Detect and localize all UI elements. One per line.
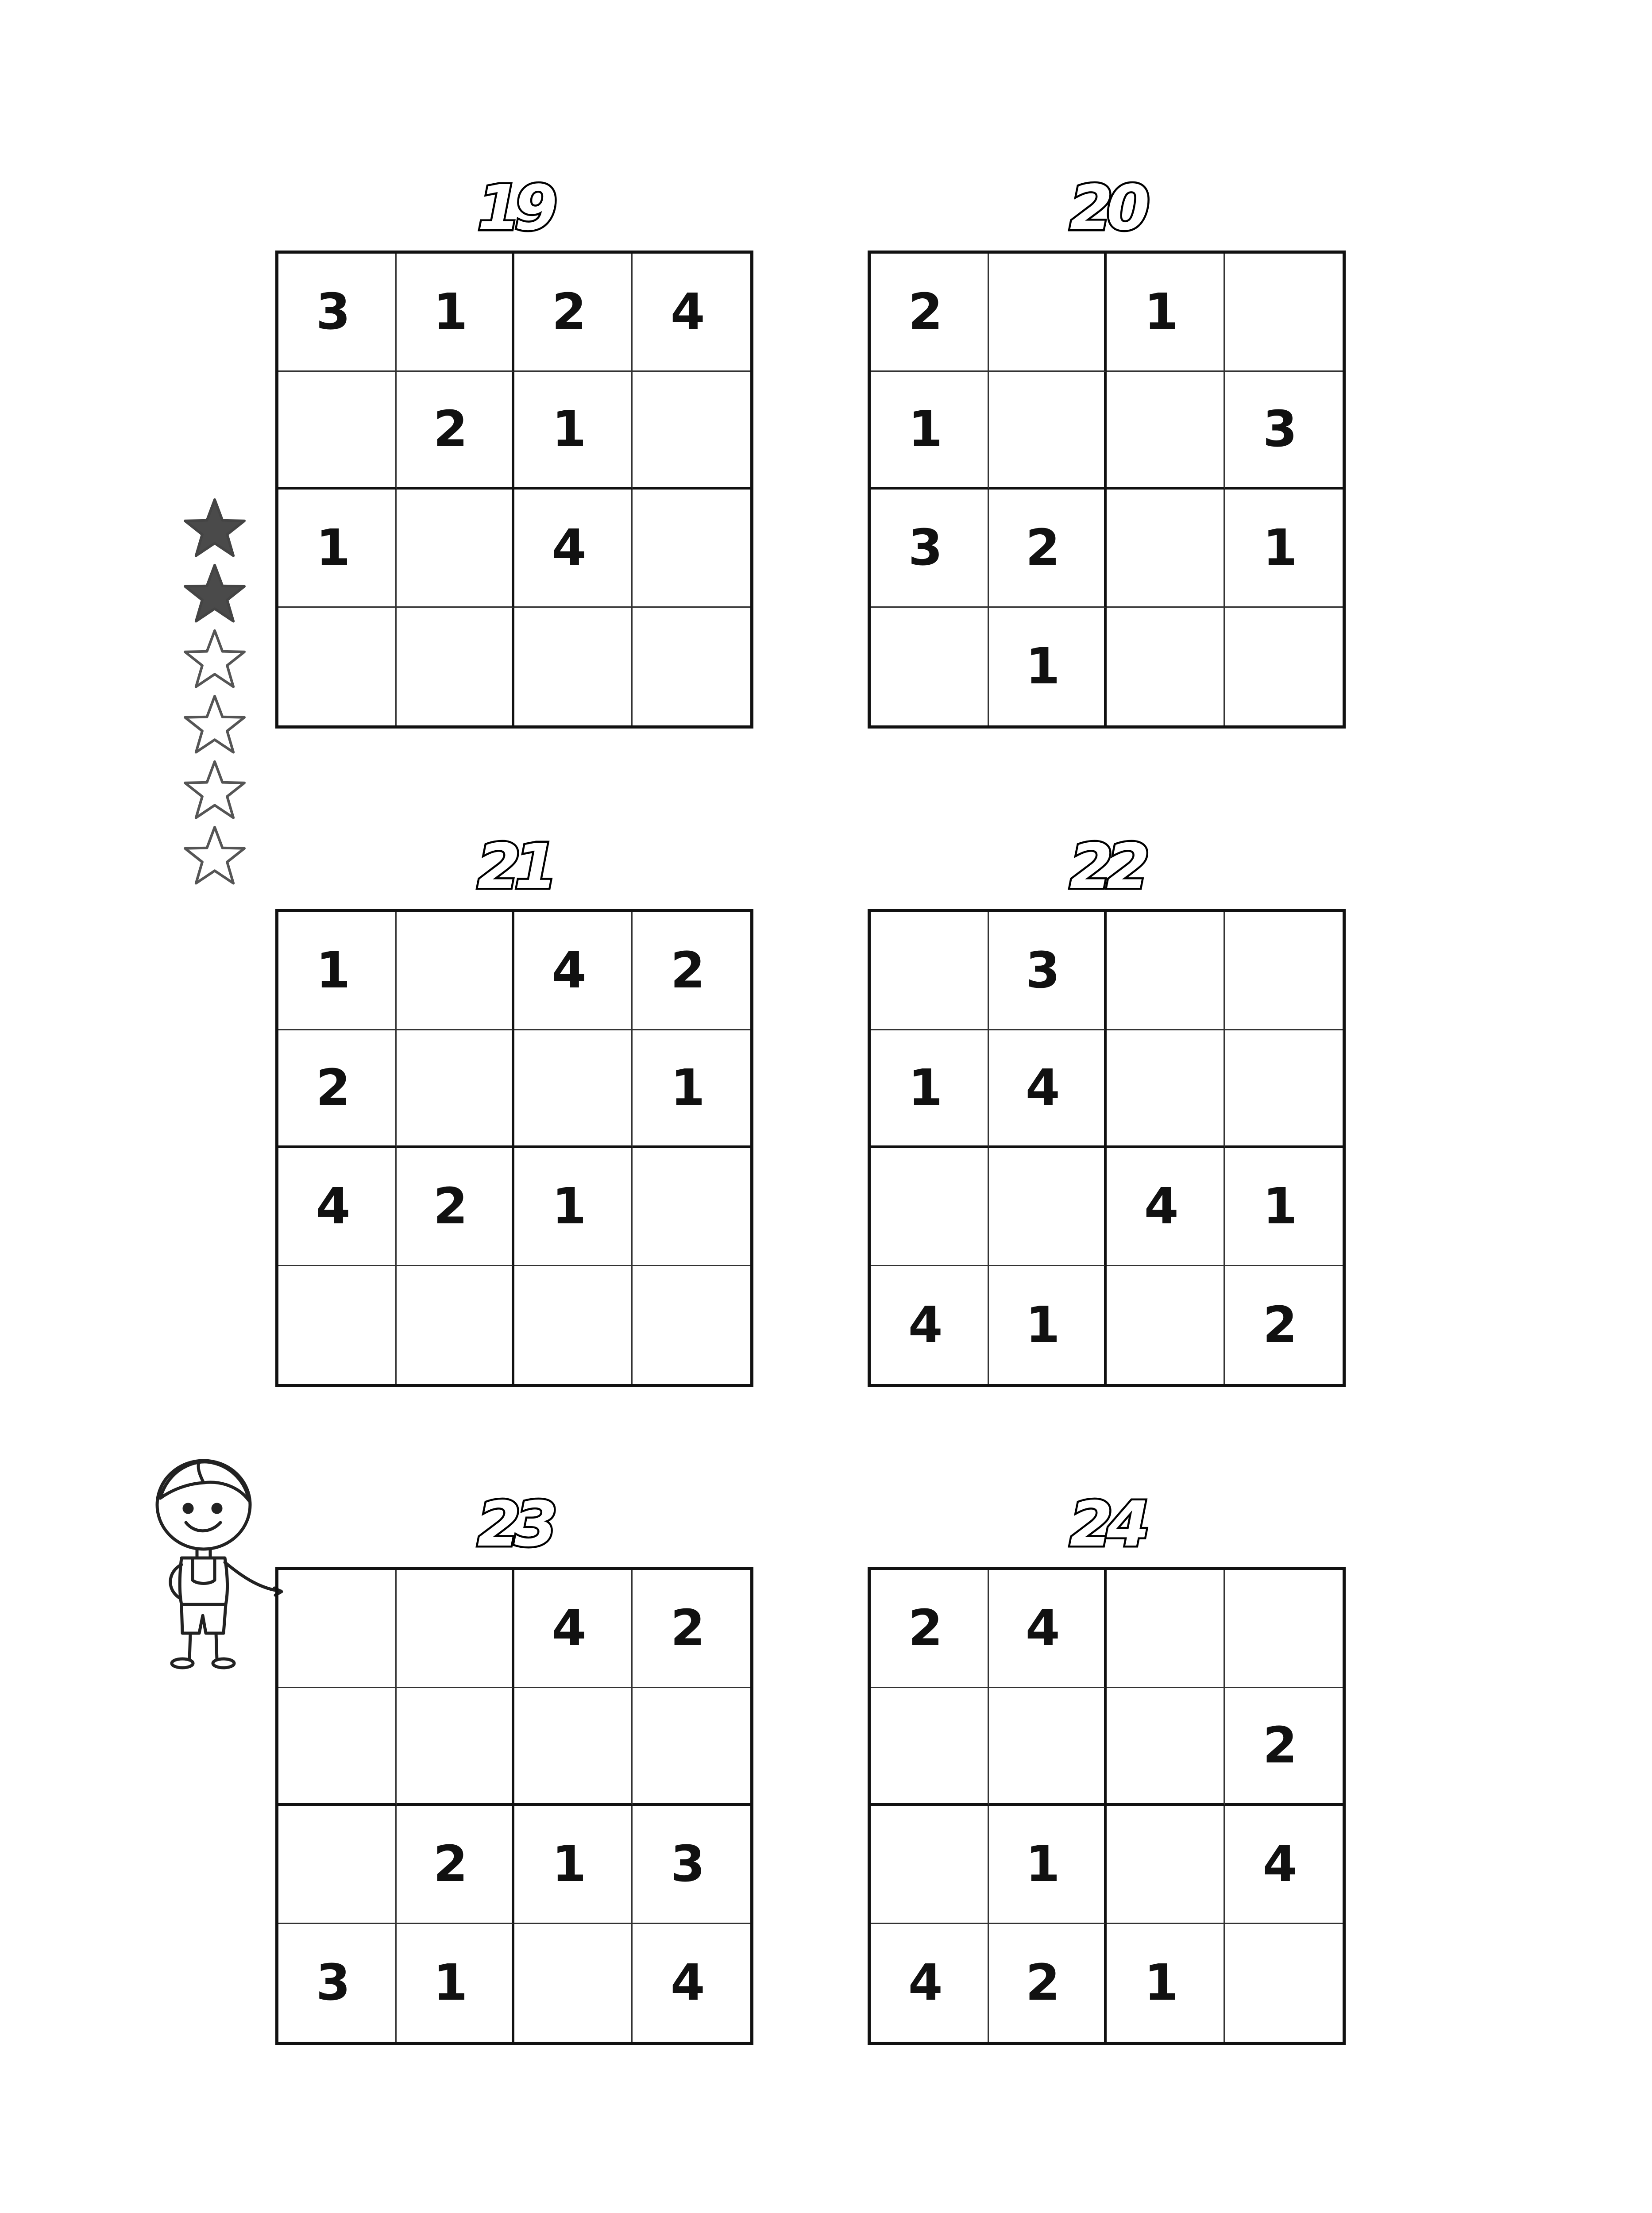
- empty-cell[interactable]: [278, 608, 397, 726]
- empty-cell[interactable]: [633, 1266, 751, 1384]
- given-cell: 4: [633, 254, 751, 372]
- given-cell: 2: [633, 912, 751, 1030]
- given-cell: 1: [989, 1806, 1107, 1924]
- given-cell: 1: [989, 608, 1107, 726]
- given-cell: 2: [871, 254, 989, 372]
- empty-cell[interactable]: [397, 912, 515, 1030]
- empty-cell[interactable]: [278, 1266, 397, 1384]
- empty-cell[interactable]: [1107, 1030, 1225, 1149]
- empty-cell[interactable]: [871, 1148, 989, 1266]
- given-cell: 1: [514, 372, 633, 490]
- empty-cell[interactable]: [871, 608, 989, 726]
- given-cell: 2: [1225, 1688, 1343, 1806]
- given-cell: 4: [514, 1570, 633, 1688]
- empty-cell[interactable]: [871, 1806, 989, 1924]
- empty-cell[interactable]: [397, 1570, 515, 1688]
- given-cell: 2: [514, 254, 633, 372]
- empty-cell[interactable]: [633, 1148, 751, 1266]
- empty-cell[interactable]: [1107, 1266, 1225, 1384]
- empty-cell[interactable]: [278, 1688, 397, 1806]
- given-cell: 4: [871, 1266, 989, 1384]
- puzzle-number: 20: [1069, 172, 1144, 244]
- sudoku-grid: [868, 909, 1346, 1387]
- empty-cell[interactable]: [633, 372, 751, 490]
- given-cell: 4: [871, 1924, 989, 2042]
- given-cell: 4: [514, 490, 633, 608]
- empty-cell[interactable]: [514, 1688, 633, 1806]
- empty-cell[interactable]: [989, 1688, 1107, 1806]
- given-cell: 4: [1225, 1806, 1343, 1924]
- sudoku-grid: [275, 909, 753, 1387]
- empty-cell[interactable]: [1107, 608, 1225, 726]
- empty-cell[interactable]: [1225, 1570, 1343, 1688]
- given-cell: 3: [633, 1806, 751, 1924]
- puzzle-number: 23: [477, 1488, 552, 1561]
- given-cell: 1: [633, 1030, 751, 1149]
- given-cell: 3: [871, 490, 989, 608]
- empty-cell[interactable]: [278, 1570, 397, 1688]
- empty-cell[interactable]: [397, 1266, 515, 1384]
- given-cell: 4: [989, 1570, 1107, 1688]
- star-icon: [181, 823, 248, 889]
- empty-cell[interactable]: [1107, 1806, 1225, 1924]
- given-cell: 1: [871, 372, 989, 490]
- empty-cell[interactable]: [1107, 1570, 1225, 1688]
- given-cell: 1: [1225, 490, 1343, 608]
- given-cell: 2: [397, 1148, 515, 1266]
- given-cell: 2: [871, 1570, 989, 1688]
- empty-cell[interactable]: [989, 372, 1107, 490]
- given-cell: 2: [278, 1030, 397, 1149]
- puzzle-number: 21: [477, 831, 552, 903]
- given-cell: 4: [278, 1148, 397, 1266]
- given-cell: 2: [397, 372, 515, 490]
- star-icon: [181, 692, 248, 758]
- given-cell: 1: [397, 1924, 515, 2042]
- puzzle-number: 24: [1069, 1488, 1144, 1561]
- given-cell: 2: [989, 1924, 1107, 2042]
- given-cell: 1: [871, 1030, 989, 1149]
- star-icon: [181, 758, 248, 823]
- empty-cell[interactable]: [989, 254, 1107, 372]
- empty-cell[interactable]: [633, 608, 751, 726]
- empty-cell[interactable]: [514, 1266, 633, 1384]
- given-cell: 1: [989, 1266, 1107, 1384]
- given-cell: 3: [989, 912, 1107, 1030]
- given-cell: 1: [397, 254, 515, 372]
- given-cell: 1: [1107, 254, 1225, 372]
- given-cell: 2: [1262, 1296, 1297, 1354]
- given-cell: 2: [397, 1806, 515, 1924]
- given-cell: 1: [1107, 1924, 1225, 2042]
- empty-cell[interactable]: [871, 912, 989, 1030]
- empty-cell[interactable]: [1107, 372, 1225, 490]
- empty-cell[interactable]: [397, 1688, 515, 1806]
- empty-cell[interactable]: [278, 372, 397, 490]
- empty-cell[interactable]: [1107, 490, 1225, 608]
- empty-cell[interactable]: [1107, 912, 1225, 1030]
- given-cell: 2: [989, 490, 1107, 608]
- given-cell: 3: [278, 254, 397, 372]
- empty-cell[interactable]: [1225, 1030, 1343, 1149]
- given-cell: 1: [514, 1148, 633, 1266]
- empty-cell[interactable]: [1225, 1924, 1343, 2042]
- given-cell: 4: [670, 1954, 705, 2012]
- empty-cell[interactable]: [633, 490, 751, 608]
- given-cell: 4: [514, 912, 633, 1030]
- given-cell: 1: [278, 490, 397, 608]
- star-icon: [181, 561, 248, 627]
- empty-cell[interactable]: [871, 1688, 989, 1806]
- star-icon: [181, 627, 248, 692]
- empty-cell[interactable]: [633, 1688, 751, 1806]
- empty-cell[interactable]: [397, 1030, 515, 1149]
- puzzle-number: 22: [1069, 831, 1144, 903]
- given-cell: 4: [989, 1030, 1107, 1149]
- star-icon: [181, 496, 248, 561]
- given-cell: 1: [278, 912, 397, 1030]
- given-cell: 1: [514, 1806, 633, 1924]
- given-cell: 1: [1225, 1148, 1343, 1266]
- empty-cell[interactable]: [397, 608, 515, 726]
- difficulty-rating: [181, 496, 248, 889]
- puzzle-number: 19: [477, 172, 552, 244]
- empty-cell[interactable]: [278, 1806, 397, 1924]
- given-cell: 4: [1107, 1148, 1225, 1266]
- empty-cell[interactable]: [514, 1924, 633, 2042]
- given-cell: 3: [278, 1924, 397, 2042]
- given-cell: 3: [1225, 372, 1343, 490]
- empty-cell[interactable]: [989, 1148, 1107, 1266]
- stick-figure-kid-icon: [155, 1456, 283, 1677]
- empty-cell[interactable]: [397, 490, 515, 608]
- sudoku-grid: [868, 1567, 1346, 2045]
- sudoku-grid: [275, 251, 753, 729]
- sudoku-grid: [275, 1567, 753, 2045]
- empty-cell[interactable]: [1225, 254, 1343, 372]
- empty-cell[interactable]: [514, 608, 633, 726]
- empty-cell[interactable]: [1225, 912, 1343, 1030]
- empty-cell[interactable]: [514, 1030, 633, 1149]
- given-cell: 2: [633, 1570, 751, 1688]
- empty-cell[interactable]: [1107, 1688, 1225, 1806]
- empty-cell[interactable]: [1225, 608, 1343, 726]
- sudoku-grid: [868, 251, 1346, 729]
